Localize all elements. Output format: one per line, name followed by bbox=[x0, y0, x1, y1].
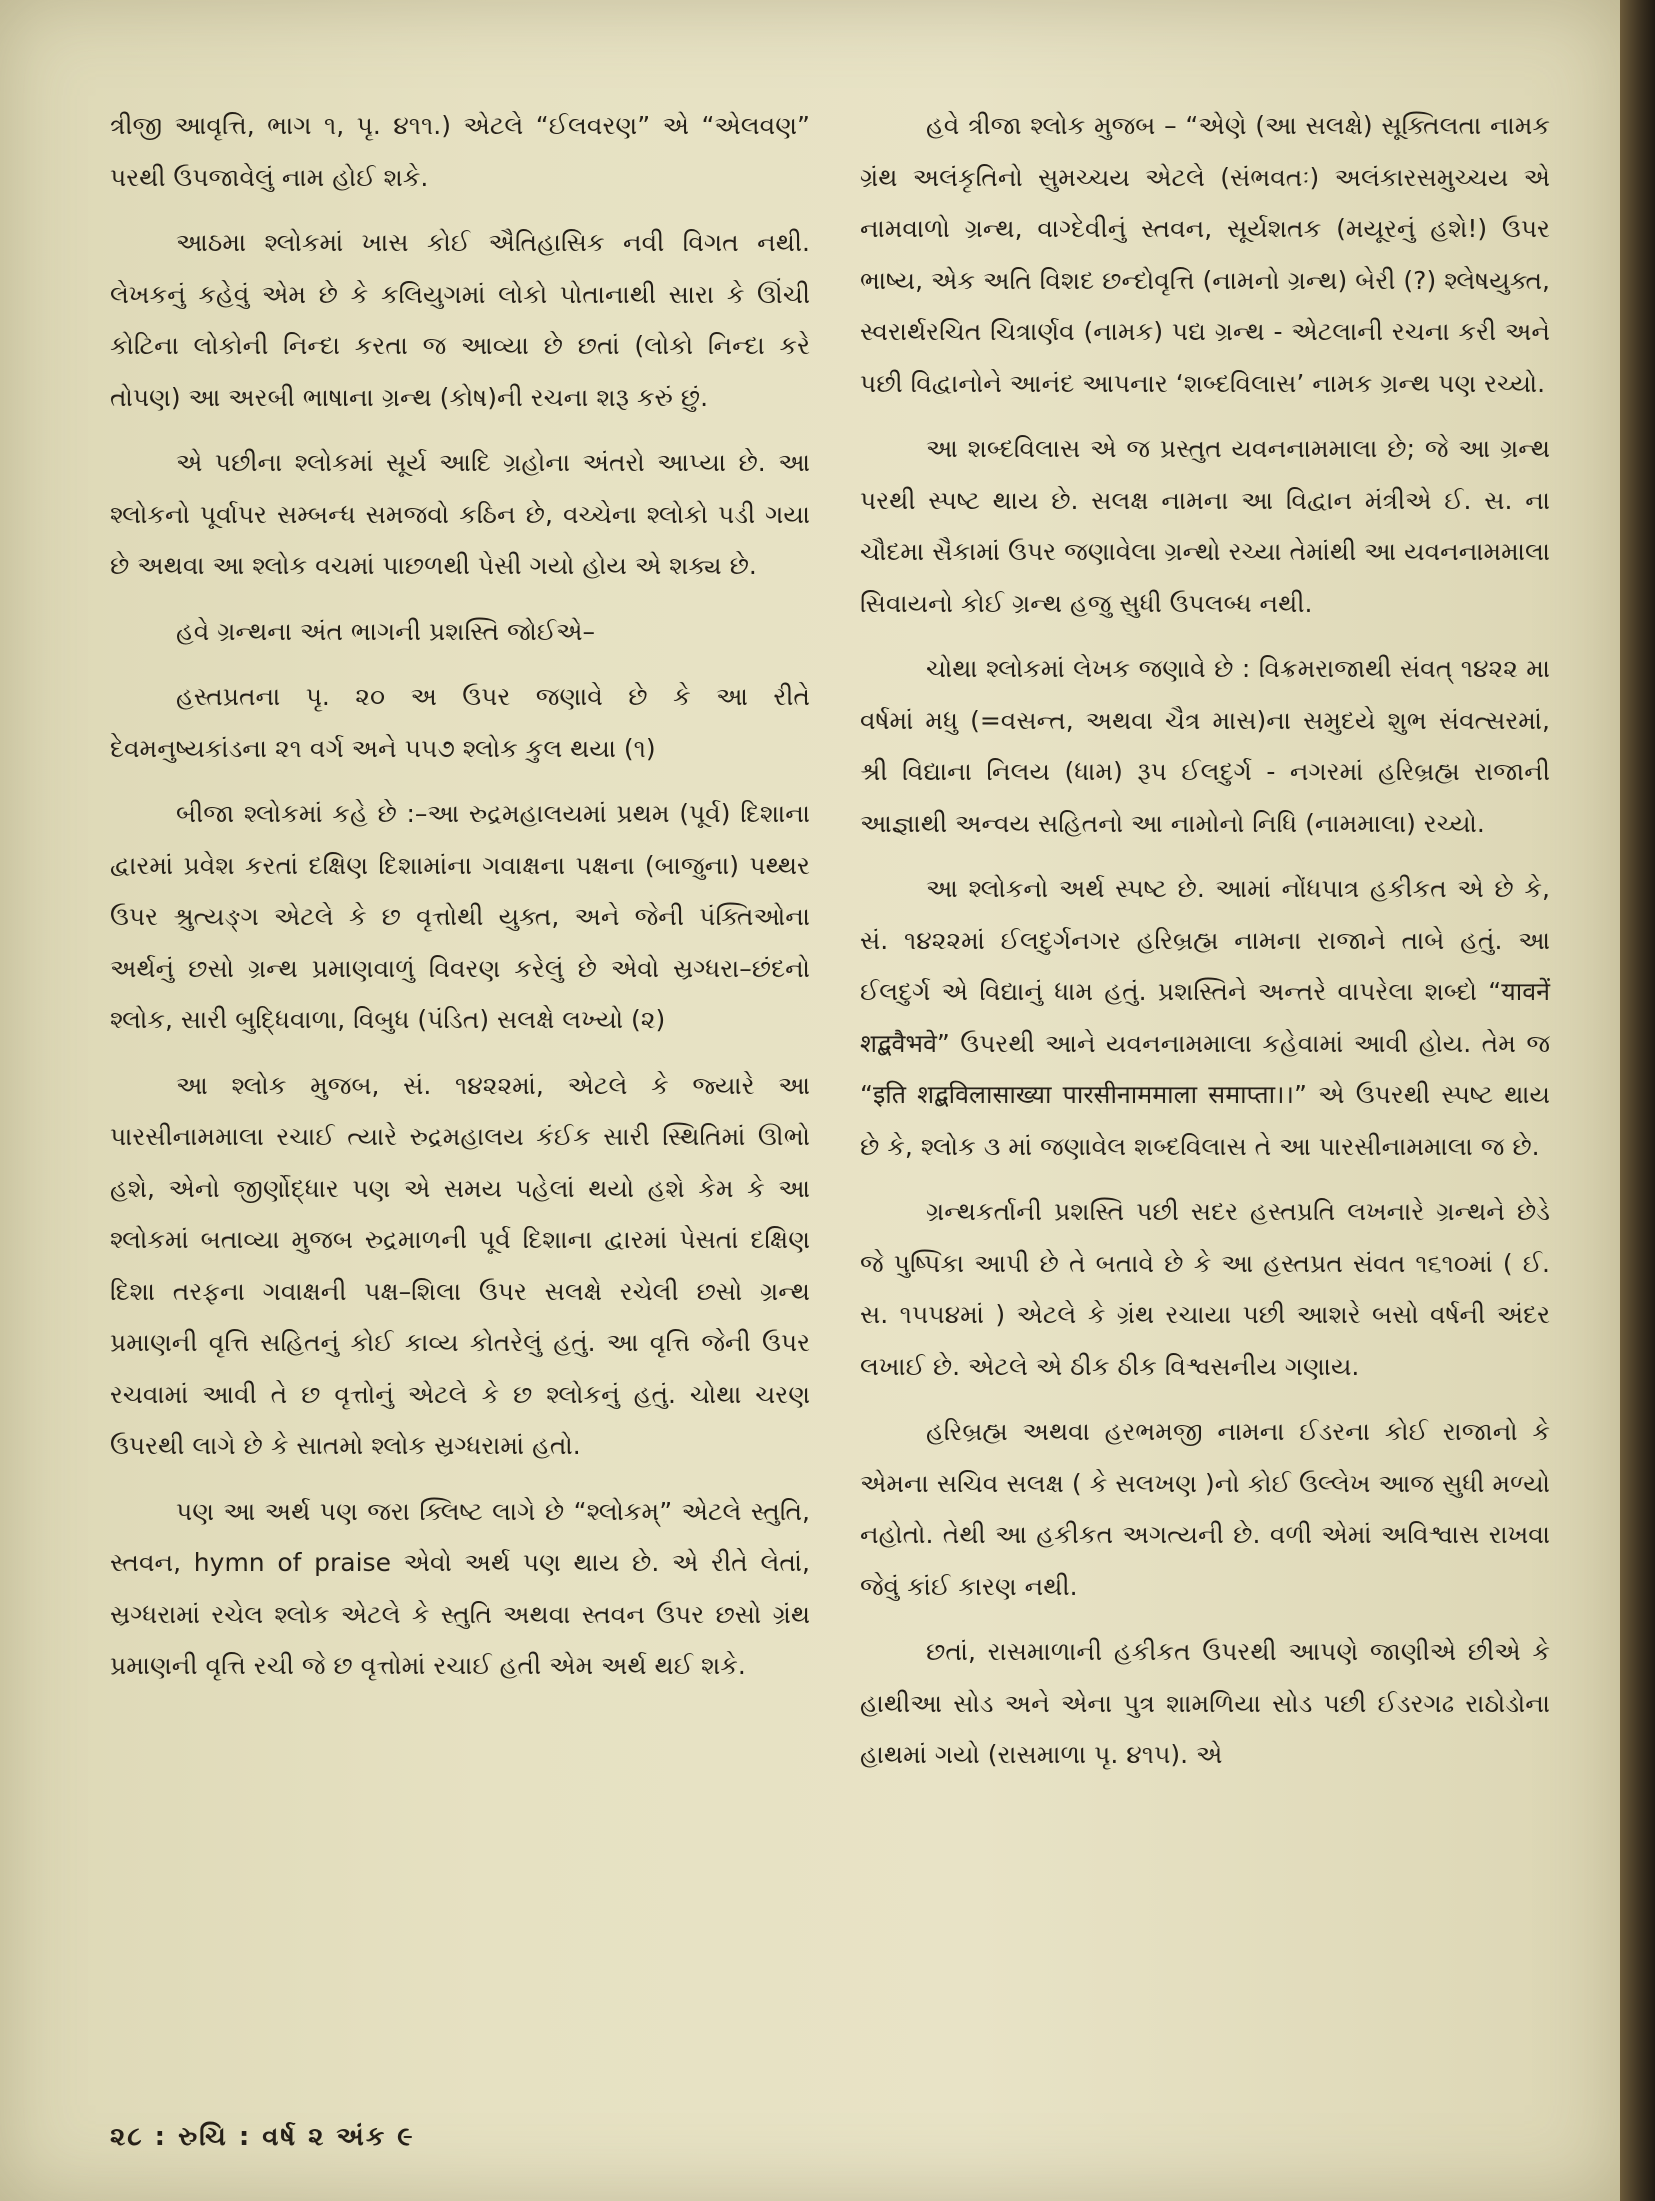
paragraph: આ શબ્દવિલાસ એ જ પ્રસ્તુત યવનનામમાલા છે; જે આ ગ્રન્થ પરથી સ્પષ્ટ થાય છે. સલક્ષ નામના આ વિદ્વાન મંત્રીએ ઈ. સ. ના ચૌદમા સૈકામાં ઉપર જણાવેલા ગ્રન્થો રચ્યા તેમાંથી આ યવનનામમાલા સિવાયનો કોઈ ગ્રન્થ હજુ સુધી ઉપલબ્ધ નથી. bbox=[860, 434, 1550, 618]
paragraph: ગ્રન્થકર્તાની પ્રશસ્તિ પછી સદર હસ્તપ્રતિ લખનારે ગ્રન્થને છેડે જે પુષ્પિકા આપી છે તે બતાવે છે કે આ હસ્તપ્રત સંવત ૧૬૧૦માં ( ઈ. સ. ૧૫૫૪માં ) એટલે કે ગ્રંથ રચાયા પછી આશરે બસો વર્ષની અંદર લખાઈ છે. એટલે એ ઠીક ઠીક વિશ્વસનીય ગણાય. bbox=[860, 1197, 1550, 1381]
paragraph: હરિબ્રહ્મ અથવા હરભમજી નામના ઈડરના કોઈ રાજાનો કે એમના સચિવ સલક્ષ ( કે સલખણ )નો કોઈ ઉલ્લેખ આજ સુધી મળ્યો નહોતો. તેથી આ હકીકત અગત્યની છે. વળી એમાં અવિશ્વાસ રાખવા જેવું કાંઈ કારણ નથી. bbox=[860, 1417, 1550, 1601]
paragraph: આઠમા શ્લોકમાં ખાસ કોઈ ઐતિહાસિક નવી વિગત નથી. લેખકનું કહેવું એમ છે કે કલિયુગમાં લોકો પોતાનાથી સારા કે ઊંચી કોટિના લોકોની નિન્દા કરતા જ આવ્યા છે છતાં (લોકો નિન્દા કરે તોપણ) આ અરબી ભાષાના ગ્રન્થ (કોષ)ની રચના શરૂ કરું છું. bbox=[110, 228, 810, 412]
paragraph: આ શ્લોક મુજબ, સં. ૧૪૨૨માં, એટલે કે જ્યારે આ પારસીનામમાલા રચાઈ ત્યારે રુદ્રમહાલય કંઈક સારી સ્થિતિમાં ઊભો હશે, એનો જીર્ણોદ્ધાર પણ એ સમય પહેલાં થયો હશે કેમ કે આ શ્લોકમાં બતાવ્યા મુજબ રુદ્રમાળની પૂર્વ દિશાના દ્વારમાં પેસતાં દક્ષિણ દિશા તરફના ગવાક્ષની પક્ષ–શિલા ઉપર સલક્ષે રચેલી છસો ગ્રન્થ પ્રમાણની વૃત્તિ સહિતનું કોઈ કાવ્ય કોતરેલું હતું. આ વૃત્તિ જેની ઉપર રચવામાં આવી તે છ વૃત્તોનું એટલે કે છ શ્લોકનું હતું. ચોથા ચરણ ઉપરથી લાગે છે કે સાતમો શ્લોક સ્રગ્ધરામાં હતો. bbox=[110, 1070, 810, 1460]
paragraph: હવે ગ્રન્થના અંત ભાગની પ્રશસ્તિ જોઈએ– bbox=[176, 616, 596, 646]
paragraph: આ શ્લોકનો અર્થ સ્પષ્ટ છે. આમાં નોંધપાત્ર હકીકત એ છે કે, સં. ૧૪૨૨માં ઈલદુર્ગનગર હરિબ્રહ્મ નામના રાજાને તાબે હતું. આ ઈલદુર્ગ એ વિદ્યાનું ધામ હતું. પ્રશસ્તિને અન્તરે વાપરેલા શબ્દો “यावनें शद्बवैभवे” ઉપરથી આને યવનનામમાલા કહેવામાં આવી હોય. તેમ જ “इति शद्बविलासाख्या पारसीनाममाला समाप्ता।।” એ ઉપરથી સ્પષ્ટ થાય છે કે, શ્લોક ૩ માં જણાવેલ શબ્દવિલાસ તે આ પારસીનામમાલા જ છે. bbox=[860, 874, 1550, 1161]
paragraph: ત્રીજી આવૃત્તિ, ભાગ ૧, પૃ. ૪૧૧.) એટલે “ઈલવરણ” એ “એલવણ” પરથી ઉપજાવેલું નામ હોઈ શકે. bbox=[110, 111, 810, 192]
paragraph: હવે ત્રીજા શ્લોક મુજબ – “એણે (આ સલક્ષે) સૂક્તિલતા નામક ગ્રંથ અલંકૃતિનો સુમચ્ચય એટલે (સંભવતઃ) અલંકારસમુચ્ચય એ નામવાળો ગ્રન્થ, વાગ્દેવીનું સ્તવન, સૂર્યશતક (મયૂરનું હશે!) ઉપર ભાષ્ય, એક અતિ વિશદ છન્દોવૃત્તિ (નામનો ગ્રન્થ) બેરી (?) શ્લેષયુક્ત, સ્વરાર્થરચિત ચિત્રાર્ણવ (નામક) પદ્ય ગ્રન્થ - એટલાની રચના કરી અને પછી વિદ્વાનોને આનંદ આપનાર ‘શબ્દવિલાસ’ નામક ગ્રન્થ પણ રચ્યો. bbox=[860, 111, 1550, 398]
paragraph: બીજા શ્લોકમાં કહે છે :–આ રુદ્રમહાલયમાં પ્રથમ (પૂર્વ) દિશાના દ્વારમાં પ્રવેશ કરતાં દક્ષિણ દિશામાંના ગવાક્ષના પક્ષના (બાજુના) પથ્થર ઉપર શ્રુત્યઙ્ગ એટલે કે છ વૃત્તોથી યુક્ત, અને જેની પંક્તિઓના અર્થનું છસો ગ્રન્થ પ્રમાણવાળું વિવરણ કરેલું છે એવો સ્રગ્ધરા–છંદનો શ્લોક, સારી બુદ્ધિવાળા, વિબુધ (પંડિત) સલક્ષે લખ્યો (૨) bbox=[110, 799, 810, 1034]
paragraph: છતાં, રાસમાળાની હકીકત ઉપરથી આપણે જાણીએ છીએ કે હાથીઆ સોડ અને એના પુત્ર શામળિયા સોડ પછી ઈડરગઢ રાઠોડોના હાથમાં ગયો (રાસમાળા પૃ. ૪૧૫). એ bbox=[860, 1637, 1550, 1769]
paragraph: ચોથા શ્લોકમાં લેખક જણાવે છે : વિક્રમરાજાથી સંવત્ ૧૪૨૨ મા વર્ષમાં મધુ (=વસન્ત, અથવા ચૈત્ર માસ)ના સમુદયે શુભ સંવત્સરમાં, શ્રી વિદ્યાના નિલય (ધામ) રૂપ ઈલદુર્ગ - નગરમાં હરિબ્રહ્મ રાજાની આજ્ઞાથી અન્વય સહિતનો આ નામોનો નિધિ (નામમાલા) રચ્યો. bbox=[860, 654, 1550, 838]
paragraph: એ પછીના શ્લોકમાં સૂર્ય આદિ ગ્રહોના અંતરો આપ્યા છે. આ શ્લોકનો પૂર્વાપર સમ્બન્ધ સમજવો કઠિન છે, વચ્ચેના શ્લોકો પડી ગયા છે અથવા આ શ્લોક વચમાં પાછળથી પેસી ગયો હોય એ શક્ય છે. bbox=[110, 448, 810, 580]
paragraph: પણ આ અર્થ પણ જરા ક્લિષ્ટ લાગે છે “શ્લોકમ્” એટલે સ્તુતિ, સ્તવન, hymn of praise એવો અર્થ પણ થાય છે. એ રીતે લેતાં, સ્રગ્ધરામાં રચેલ શ્લોક એટલે કે સ્તુતિ અથવા સ્તવન ઉપર છસો ગ્રંથ પ્રમાણની વૃત્તિ રચી જે છ વૃત્તોમાં રચાઈ હતી એમ અર્થ થઈ શકે. bbox=[110, 1496, 810, 1680]
paragraph: હસ્તપ્રતના પૃ. ૨૦ અ ઉપર જણાવે છે કે આ રીતે દેવમનુષ્યકાંડના ૨૧ વર્ગ અને ૫૫૭ શ્લોક કુલ થયા (૧) bbox=[110, 682, 810, 763]
right-column bbox=[860, 100, 1550, 1795]
left-column bbox=[110, 100, 810, 1706]
page-footer: ૨૮ : રુચિ : વર્ષ ૨ અંક ૯ bbox=[110, 2122, 415, 2152]
book-spine-edge bbox=[1620, 0, 1655, 2201]
